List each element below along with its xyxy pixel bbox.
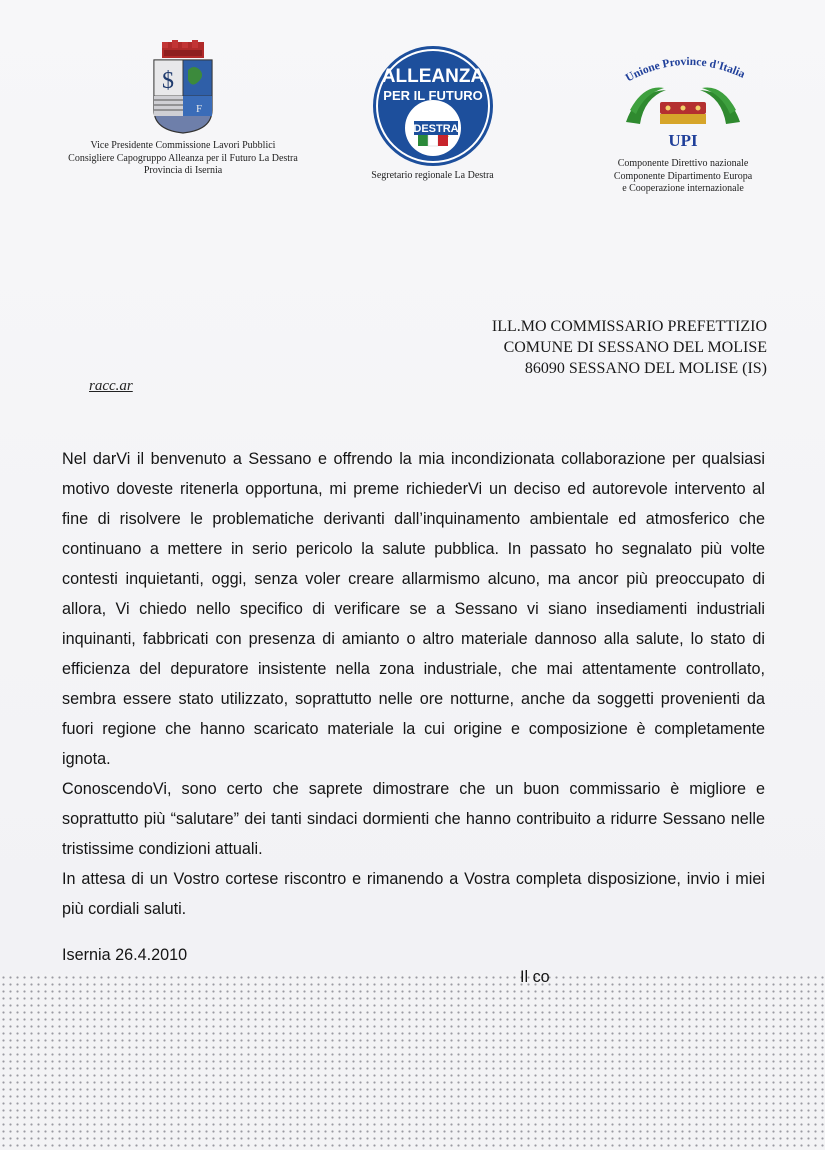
upi-logo-icon bbox=[608, 52, 758, 152]
recipient-line-1: ILL.MO COMMISSARIO PREFETTIZIO bbox=[491, 318, 767, 335]
svg-text:$: $ bbox=[162, 68, 174, 94]
redacted-dotted-area bbox=[0, 974, 825, 1150]
header-middle-caption: Segretario regionale La Destra bbox=[371, 170, 494, 181]
recipient-line-2: COMUNE DI SESSANO DEL MOLISE bbox=[503, 339, 767, 356]
svg-text:Unione Province d'Italia bbox=[624, 56, 747, 85]
header-right bbox=[578, 52, 788, 196]
provincia-coat-of-arms-icon bbox=[150, 40, 216, 134]
header-left-line-2: Consigliere Capogruppo Alleanza per il Futuro La Destra bbox=[68, 152, 298, 164]
body-paragraph-2: ConoscendoVi, sono certo che saprete dimostrare che un buon commissario è migliore e soprattutto più “salutare” dei tanti sindaci dormienti che hanno contribuito a ridurre Sessano nelle tristissime condizioni attuali. bbox=[62, 780, 765, 858]
recipient-address bbox=[347, 316, 767, 379]
body-paragraph-3: In attesa di un Vostro cortese riscontro e rimanendo a Vostra completa disposizione, invio i miei più cordiali saluti. bbox=[62, 870, 765, 918]
signature-start: Il co bbox=[520, 968, 550, 986]
header-left-line-1: Vice Presidente Commissione Lavori Pubblici bbox=[90, 140, 276, 151]
body-paragraph-1: Nel darVi il benvenuto a Sessano e offrendo la mia incondizionata collaborazione per qualsiasi motivo doveste ritenerla opportuna, mi preme richiederVi un deciso ed autorevole intervento al fine di risolvere le problematiche derivanti dall’inquinamento ambientale ed atmosferico che continuano a mettere in serio pericolo la salute pubblica. In passato ho segnalato più volte contesti inquietanti, oggi, senza voler creare allarmismo alcuno, ma ancor più preoccupato di allora, Vi chiedo nello specifico di verificare se a Sessano vi siano insediamenti industriali inquinanti, fabbricati con presenza di amianto o altro materiale dannoso alla salute, lo stato di efficienza del depuratore insistente nella zona industriale, che mai attentamente controllato, sembra essere stato utilizzato, soprattutto nelle ore notturne, anche da soggetti provenienti da fuori regione che hanno scaricato materiale la cui origine e composizione è completamente ignota. bbox=[62, 450, 765, 768]
upi-arc-text: Unione Province d'Italia bbox=[623, 55, 747, 85]
logo-la-text: la bbox=[420, 115, 427, 122]
letter-body bbox=[62, 444, 765, 924]
header-left-line-3: Provincia di Isernia bbox=[143, 165, 223, 176]
upi-text: UPI bbox=[668, 131, 698, 150]
svg-text:F: F bbox=[196, 103, 203, 115]
header-right-line-1: Componente Direttivo nazionale bbox=[617, 158, 749, 169]
header-middle bbox=[345, 44, 520, 183]
delivery-note: racc.ar bbox=[89, 378, 133, 394]
alleanza-per-il-futuro-logo-icon bbox=[370, 44, 496, 168]
logo-alleanza-text: ALLEANZA bbox=[381, 66, 484, 87]
letter-date: Isernia 26.4.2010 bbox=[62, 946, 188, 964]
logo-destra-text: DESTRA bbox=[412, 123, 459, 135]
recipient-line-3: 86090 SESSANO DEL MOLISE (IS) bbox=[524, 360, 767, 377]
logo-per-il-futuro-text: PER IL FUTURO bbox=[382, 88, 483, 103]
header-right-line-2: Componente Dipartimento Europa bbox=[613, 170, 753, 182]
header-right-line-3: e Cooperazione internazionale bbox=[622, 183, 744, 194]
header-left bbox=[38, 40, 328, 178]
